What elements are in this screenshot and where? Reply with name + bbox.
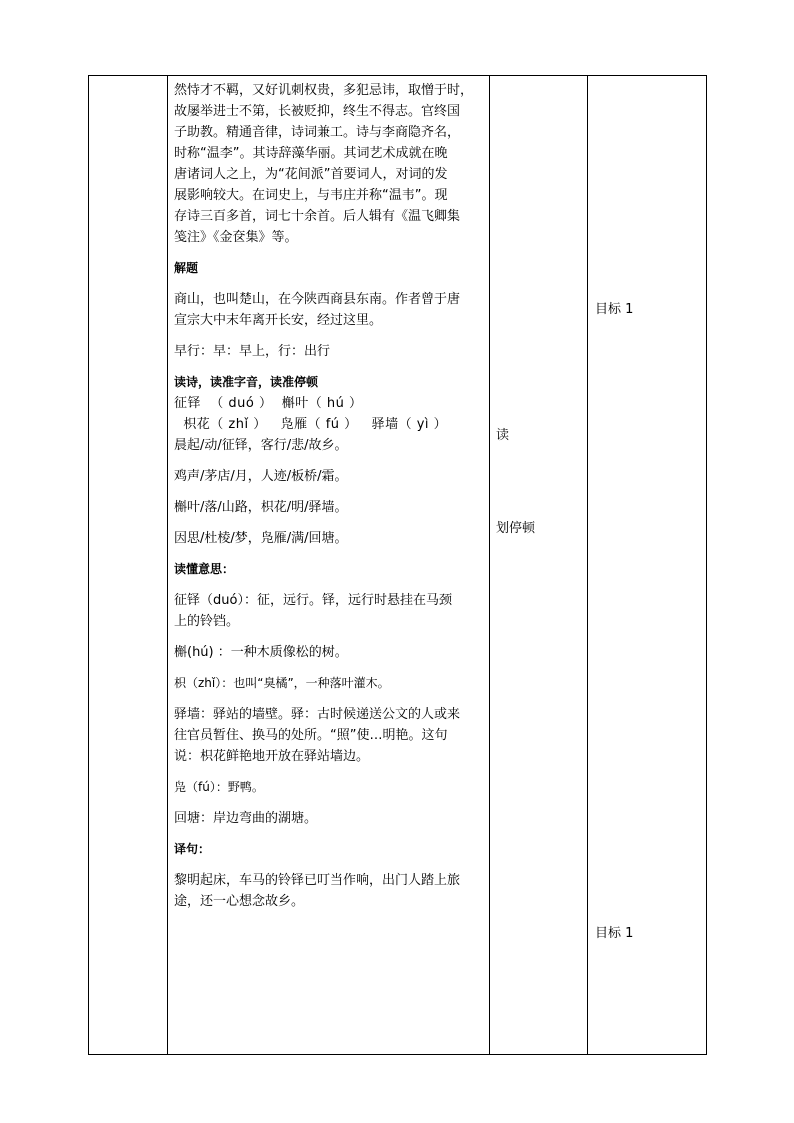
text-line: 早行：早：早上，行：出行: [174, 344, 331, 359]
text-line: 子助教。精通音律，诗词兼工。诗与李商隐齐名，: [174, 125, 461, 140]
meaning-section: [174, 559, 486, 829]
text-line: 凫（fú）：野鸭。: [174, 780, 264, 794]
section-heading: 读懂意思：: [174, 562, 235, 576]
text-line: 存诗三百多首，词七十余首。后人辑有《温飞卿集: [174, 209, 461, 224]
text-line: 说：枳花鲜艳地开放在驿站墙边。: [174, 749, 370, 764]
jieti-heading-block: [174, 258, 486, 279]
text-line: 回塘：岸边弯曲的湖塘。: [174, 811, 318, 826]
text-line: 槲(hú) ：一种木质像松的树。: [174, 645, 348, 660]
text-line: 宣宗大中末年离开长安，经过这里。: [174, 313, 383, 328]
pause-line: 因思/杜棱/梦，凫雁/满/回塘。: [174, 531, 348, 546]
activity-pause: 划停顿: [496, 521, 536, 536]
lesson-table: [88, 75, 707, 1055]
text-line: 枳（zhǐ）：也叫“臭橘”，一种落叶灌木。: [174, 676, 390, 690]
pinyin-line: 枳花（ zhǐ ） 凫雁（ fú ） 驿墙（ yì ）: [174, 417, 448, 432]
text-line: 展影响较大。在词史上，与韦庄并称“温韦”。现: [174, 188, 448, 203]
text-line: 然恃才不羁，又好讥刺权贵，多犯忌讳，取憎于时，: [174, 83, 474, 98]
teaching-content-cell: [174, 80, 486, 912]
pause-line: 鸡声/茅店/月，人迹/板桥/霜。: [174, 469, 348, 484]
pinyin-line: 征铎 （ duó ） 槲叶（ hú ）: [174, 396, 363, 411]
text-line: 笺注》《金奁集》等。: [174, 230, 298, 245]
glossary-entry: [174, 808, 486, 829]
text-line: 征铎（duó）：征，远行。铎，远行时悬挂在马颈: [174, 593, 452, 608]
text-line: 上的铃铛。: [174, 614, 240, 629]
text-line: 途，还一心想念故乡。: [174, 894, 305, 909]
text-line: 故屡举进士不第，长被贬抑，终生不得志。官终国: [174, 104, 461, 119]
activity-read: 读: [496, 428, 510, 443]
pause-line: 晨起/动/征铎，客行/悲/故乡。: [174, 438, 348, 453]
glossary-entry: [174, 704, 486, 767]
glossary-entry: [174, 777, 486, 798]
goal-label: 目标 1: [595, 302, 634, 317]
text-line: 唐诸词人之上，为“花间派”首要词人，对词的发: [174, 167, 448, 182]
section-heading: 读诗，读准字音，读准停顿: [174, 375, 319, 389]
translation-section: [174, 839, 486, 912]
zaoxing-note: [174, 341, 486, 362]
text-line: 商山，也叫楚山，在今陕西商县东南。作者曾于唐: [174, 292, 461, 307]
author-intro: [174, 80, 486, 248]
column-divider-3: [587, 76, 588, 1054]
glossary-entry: [174, 642, 486, 663]
text-line: 时称“温李”。其诗辞藻华丽。其词艺术成就在晚: [174, 146, 448, 161]
column-divider-2: [489, 76, 490, 1054]
section-heading: 解题: [174, 261, 199, 275]
column-divider-1: [167, 76, 168, 1054]
text-line: 驿墙：驿站的墙壁。驿：古时候递送公文的人或来: [174, 707, 461, 722]
glossary-entry: [174, 673, 486, 694]
jieti-body: [174, 289, 486, 331]
section-heading: 译句：: [174, 842, 211, 856]
text-line: 往官员暂住、换马的处所。“照”使…明艳。这句: [174, 728, 448, 743]
pause-line: 槲叶/落/山路，枳花/明/驿墙。: [174, 500, 348, 515]
text-line: 黎明起床，车马的铃铎已叮当作响，出门人踏上旅: [174, 873, 461, 888]
goal-label: 目标 1: [595, 926, 634, 941]
reading-section: [174, 372, 486, 549]
glossary-entry: [174, 590, 486, 632]
